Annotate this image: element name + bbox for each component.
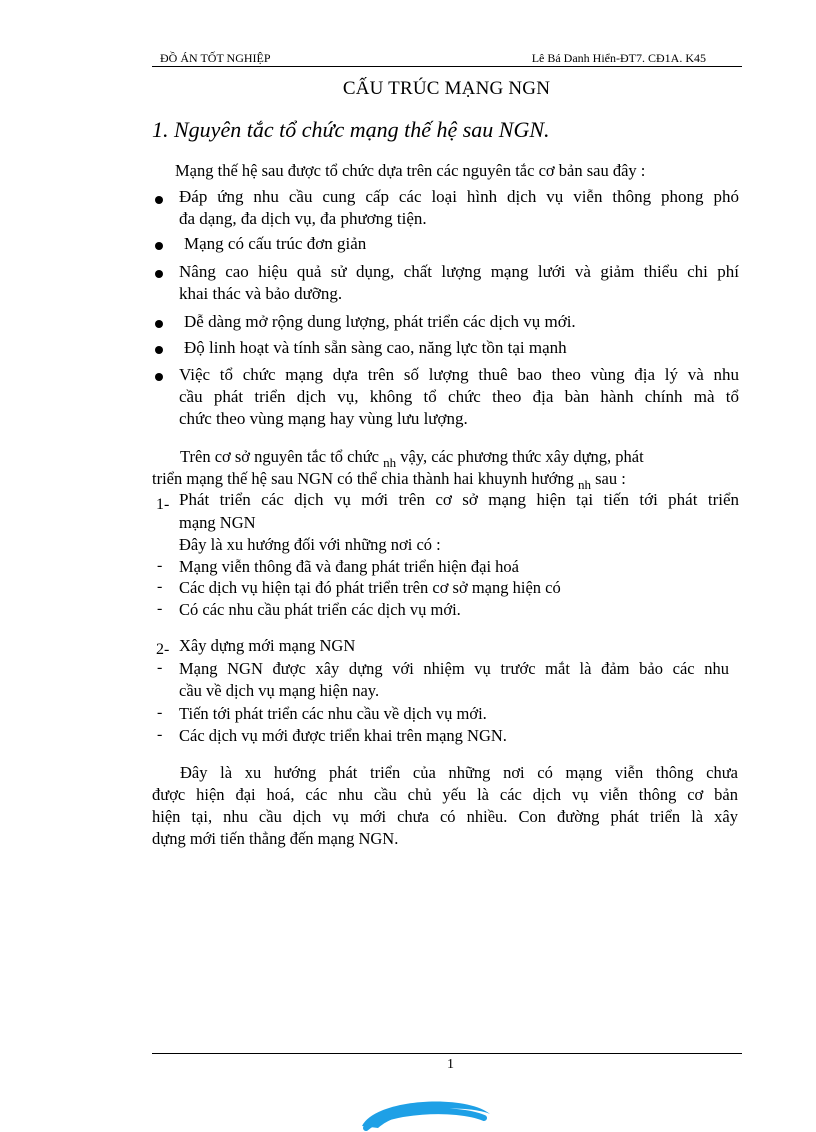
dash-icon: - bbox=[157, 600, 163, 617]
list-item: Mạng viễn thông đã và đang phát triển hiện đại hoá bbox=[179, 557, 519, 576]
page-title: CẤU TRÚC MẠNG NGN bbox=[342, 78, 551, 99]
bullet-icon bbox=[155, 242, 163, 250]
dash-icon: - bbox=[157, 704, 163, 721]
list-item-line: cầu phát triển dịch vụ, không tổ chức theo địa bàn hành chính mà tổ bbox=[179, 387, 739, 406]
direction-line: mạng NGN bbox=[179, 513, 256, 532]
dash-icon: - bbox=[157, 659, 163, 676]
bullet-icon bbox=[155, 270, 163, 278]
paragraph-text: sau : bbox=[595, 469, 626, 488]
list-item: Có các nhu cầu phát triển các dịch vụ mới. bbox=[179, 600, 461, 619]
paragraph-line: Đây là xu hướng phát triển của những nơi có mạng viễn thông chưa bbox=[180, 763, 738, 782]
list-item-line: cầu về dịch vụ mạng hiện nay. bbox=[179, 681, 380, 700]
paragraph-fragment: nh bbox=[577, 477, 591, 492]
footer-rule bbox=[152, 1053, 742, 1054]
list-item-line: Nâng cao hiệu quả sử dụng, chất lượng mạng lưới và giảm thiểu chi phí bbox=[179, 262, 739, 281]
list-item-line: Mạng NGN được xây dựng với nhiệm vụ trước mắt là đảm bảo các nhu bbox=[179, 659, 729, 678]
list-item-line: chức theo vùng mạng hay vùng lưu lượng. bbox=[179, 409, 468, 428]
dash-icon: - bbox=[157, 578, 163, 595]
paragraph-line: hiện tại, nhu cầu dịch vụ mới chưa có nhiều. Con đường phát triển là xây bbox=[152, 807, 738, 826]
direction-number: 1- bbox=[156, 496, 170, 513]
bullet-icon bbox=[155, 196, 163, 204]
list-item: Các dịch vụ mới được triển khai trên mạng NGN. bbox=[179, 726, 507, 745]
paragraph-text: vậy, các phương thức xây dựng, phát bbox=[400, 447, 644, 466]
page-number: 1 bbox=[447, 1057, 454, 1072]
list-item: Các dịch vụ hiện tại đó phát triển trên cơ sở mạng hiện có bbox=[179, 578, 561, 597]
dash-icon: - bbox=[157, 557, 163, 574]
bullet-icon bbox=[155, 346, 163, 354]
direction-sub: Đây là xu hướng đối với những nơi có : bbox=[179, 535, 441, 554]
bullet-icon bbox=[155, 373, 163, 381]
paragraph-line bbox=[180, 446, 644, 470]
header-left-title: ĐỒ ÁN TỐT NGHIỆP bbox=[160, 51, 271, 65]
paragraph-line bbox=[152, 468, 626, 492]
paragraph-line: dựng mới tiến thẳng đến mạng NGN. bbox=[152, 829, 399, 848]
header-rule bbox=[152, 66, 742, 67]
paragraph-fragment: nh bbox=[383, 455, 397, 470]
list-item-line: Độ linh hoạt và tính sẵn sàng cao, năng lực tồn tại mạnh bbox=[184, 338, 567, 357]
list-item-line: đa dạng, đa dịch vụ, đa phương tiện. bbox=[179, 209, 427, 228]
direction-number: 2- bbox=[156, 641, 170, 658]
list-item-line: Đáp ứng nhu cầu cung cấp các loại hình dịch vụ viễn thông phong phó bbox=[179, 187, 739, 206]
direction-line: Phát triển các dịch vụ mới trên cơ sở mạng hiện tại tiến tới phát triển bbox=[179, 490, 739, 509]
direction-line: Xây dựng mới mạng NGN bbox=[179, 636, 356, 655]
list-item-line: Việc tổ chức mạng dựa trên số lượng thuê bao theo vùng địa lý và nhu bbox=[179, 365, 739, 384]
swoosh-logo-icon bbox=[356, 1092, 496, 1132]
list-item-line: khai thác và bảo dưỡng. bbox=[179, 284, 343, 303]
bullet-icon bbox=[155, 320, 163, 328]
intro-paragraph: Mạng thế hệ sau được tổ chức dựa trên các nguyên tắc cơ bản sau đây : bbox=[175, 161, 646, 180]
section-heading: 1. Nguyên tắc tổ chức mạng thế hệ sau NGN. bbox=[152, 117, 550, 142]
list-item: Tiến tới phát triển các nhu cầu về dịch vụ mới. bbox=[179, 704, 487, 723]
header-right-author: Lê Bá Danh Hiển-ĐT7. CĐ1A. K45 bbox=[531, 51, 706, 65]
list-item-line: Mạng có cấu trúc đơn giản bbox=[184, 234, 367, 253]
list-item-line: Dễ dàng mở rộng dung lượng, phát triển các dịch vụ mới. bbox=[184, 312, 576, 331]
dash-icon: - bbox=[157, 726, 163, 743]
paragraph-text: Trên cơ sở nguyên tắc tổ chức bbox=[180, 447, 379, 466]
paragraph-text: triển mạng thế hệ sau NGN có thể chia thành hai khuynh hướng bbox=[152, 469, 574, 488]
paragraph-line: được hiện đại hoá, các nhu cầu chủ yếu là các dịch vụ viễn thông cơ bản bbox=[152, 785, 738, 804]
